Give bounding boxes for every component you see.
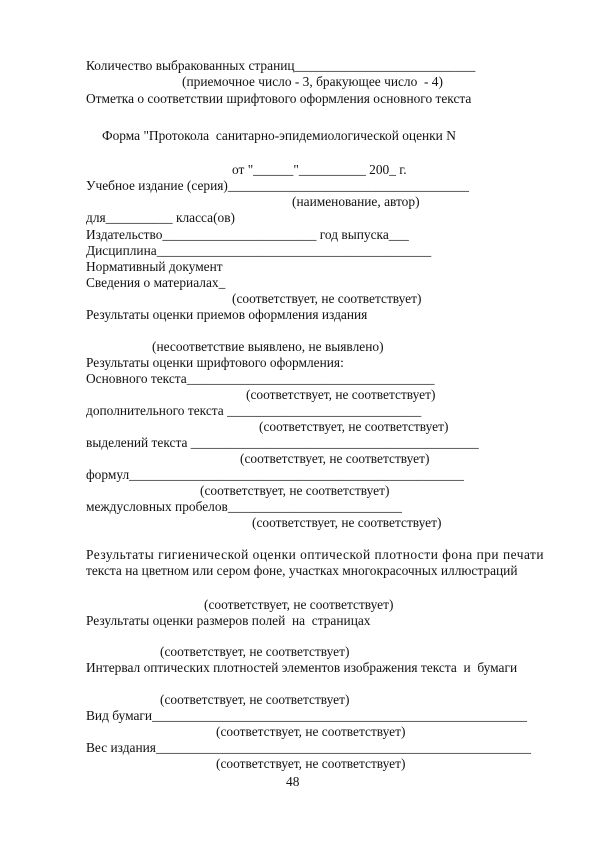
publisher-year-line: Издательство_______________________ год выпуска___	[86, 227, 409, 242]
materials-info-line: Сведения о материалах_	[86, 275, 226, 290]
compliance-note: (соответствует, не соответствует)	[240, 451, 430, 466]
nonconformity-note: (несоответствие выявлено, не выявлено)	[152, 339, 384, 354]
compliance-note: (соответствует, не соответствует)	[204, 597, 394, 612]
design-techniques-results-line: Результаты оценки приемов оформления издания	[86, 307, 368, 322]
margin-size-results-line: Результаты оценки размеров полей на страницах	[86, 613, 371, 628]
formulas-line: формул__________________________________________________	[86, 467, 464, 482]
page-number: 48	[286, 774, 300, 789]
font-compliance-mark-line: Отметка о соответствии шрифтового оформления основного текста	[86, 91, 472, 106]
acceptance-number-note: (приемочное число - 3, бракующее число - 4)	[182, 74, 443, 89]
main-text-line: Основного текста_____________________________________	[86, 371, 435, 386]
optical-density-results-line-2: текста на цветном или сером фоне, участках многокрасочных иллюстраций	[86, 563, 518, 578]
compliance-note: (соответствует, не соответствует)	[246, 387, 436, 402]
discipline-line: Дисциплина_________________________________________	[86, 243, 432, 258]
compliance-note: (соответствует, не соответствует)	[259, 419, 449, 434]
compliance-note: (соответствует, не соответствует)	[252, 515, 442, 530]
compliance-note: (соответствует, не соответствует)	[216, 724, 406, 739]
compliance-note: (соответствует, не соответствует)	[160, 644, 350, 659]
font-design-results-line: Результаты оценки шрифтового оформления:	[86, 355, 344, 370]
compliance-note: (соответствует, не соответствует)	[232, 291, 422, 306]
edition-series-line: Учебное издание (серия)____________________________________	[86, 178, 469, 193]
edition-weight-line: Вес издания________________________________________________________	[86, 740, 531, 755]
protocol-form-title: Форма "Протокола санитарно-эпидемиологической оценки N	[102, 128, 456, 143]
name-author-note: (наименование, автор)	[292, 194, 420, 209]
optical-density-results-line-1: Результаты гигиенической оценки оптической плотности фона при печати	[86, 547, 545, 562]
text-emphasis-line: выделений текста ___________________________________________	[86, 435, 479, 450]
paper-type-line: Вид бумаги________________________________________________________	[86, 708, 528, 723]
rejected-pages-line: Количество выбракованных страниц___________________________	[86, 58, 476, 73]
compliance-note: (соответствует, не соответствует)	[200, 483, 390, 498]
compliance-note: (соответствует, не соответствует)	[160, 692, 350, 707]
protocol-date-line: от "______"__________ 200_ г.	[232, 162, 407, 177]
optical-density-interval-line: Интервал оптических плотностей элементов изображения текста и бумаги	[86, 660, 518, 675]
word-spacing-line: междусловных пробелов__________________________	[86, 499, 402, 514]
grade-line: для__________ класса(ов)	[86, 210, 236, 225]
additional-text-line: дополнительного текста _____________________________	[86, 403, 422, 418]
normative-document-line: Нормативный документ	[86, 259, 223, 274]
compliance-note: (соответствует, не соответствует)	[216, 756, 406, 771]
